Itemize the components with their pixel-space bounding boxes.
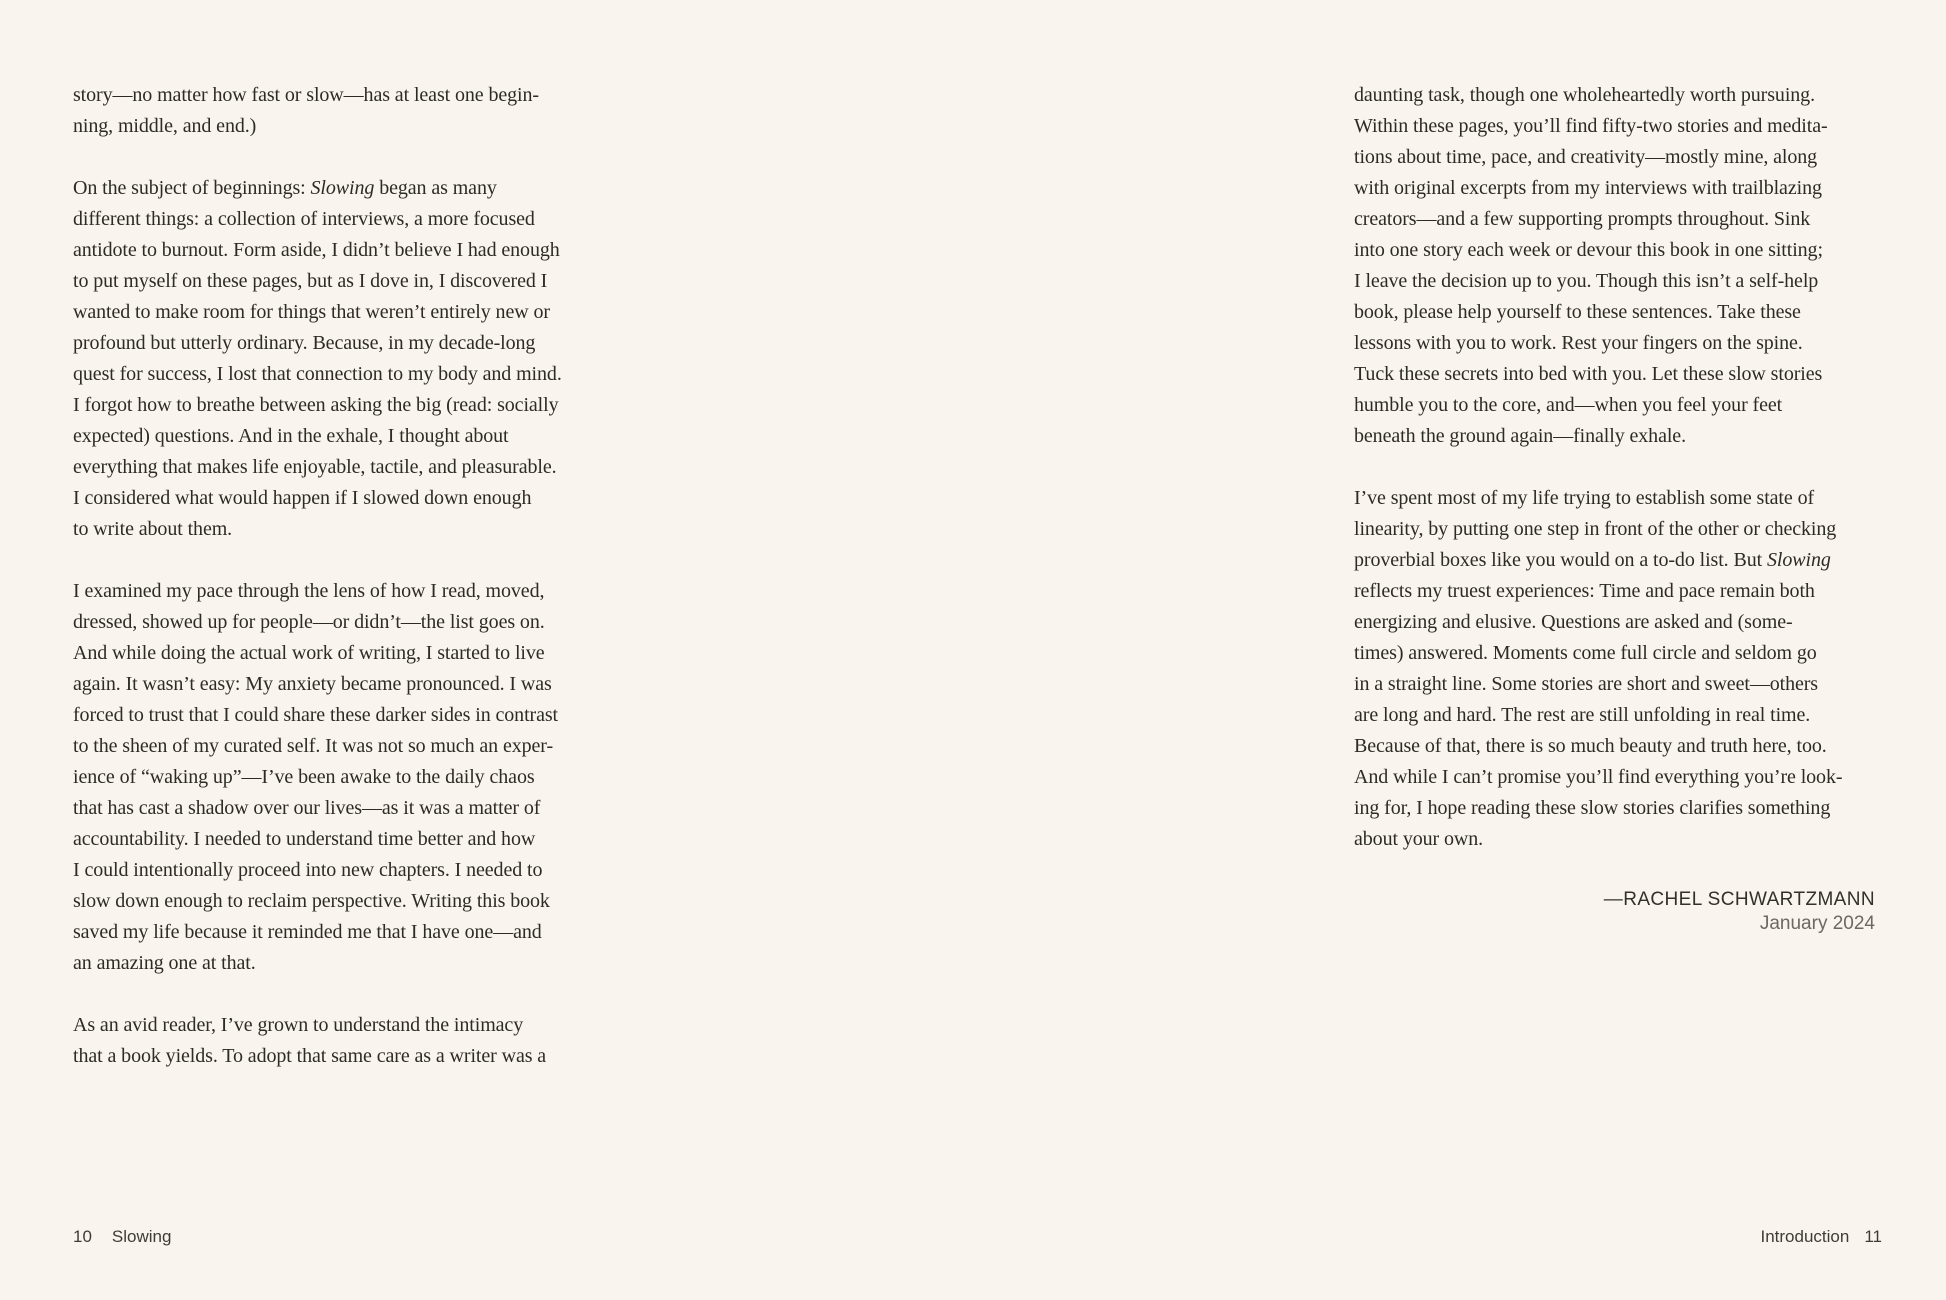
- text-line: I could intentionally proceed into new chapters. I needed to: [73, 859, 543, 881]
- text-line: Tuck these secrets into bed with you. Let these slow stories: [1354, 363, 1823, 385]
- text-line: creators—and a few supporting prompts throughout. Sink: [1354, 208, 1811, 230]
- text-line: into one story each week or devour this book in one sitting;: [1354, 239, 1823, 261]
- footer-left: [73, 1226, 171, 1247]
- text-line: I considered what would happen if I slowed down enough: [73, 487, 532, 509]
- text-line: Because of that, there is so much beauty and truth here, too.: [1354, 735, 1827, 757]
- page-number-left: 10: [73, 1227, 92, 1246]
- text-line: Within these pages, you’ll find fifty-two stories and medita-: [1354, 115, 1828, 137]
- text-line: different things: a collection of interviews, a more focused: [73, 208, 535, 230]
- text-line: I forgot how to breathe between asking the big (read: socially: [73, 394, 559, 416]
- text-line: beneath the ground again—finally exhale.: [1354, 425, 1686, 447]
- text-line: profound but utterly ordinary. Because, in my decade-long: [73, 332, 536, 354]
- text-line: expected) questions. And in the exhale, I thought about: [73, 425, 509, 447]
- text-line: in a straight line. Some stories are short and sweet—others: [1354, 673, 1818, 695]
- running-head-book-title: Slowing: [111, 1227, 172, 1246]
- text-line: an amazing one at that.: [73, 952, 256, 974]
- page-number-right: 11: [1864, 1227, 1882, 1246]
- text-line: ning, middle, and end.): [73, 115, 257, 137]
- paragraph: [73, 576, 613, 979]
- text-line: forced to trust that I could share these darker sides in contrast: [73, 704, 559, 726]
- text-line: again. It wasn’t easy: My anxiety became pronounced. I was: [73, 673, 552, 695]
- text-line: accountability. I needed to understand time better and how: [73, 828, 536, 850]
- text-line: daunting task, though one wholeheartedly worth pursuing.: [1354, 84, 1815, 106]
- text-line: On the subject of beginnings: Slowing began as many: [73, 177, 497, 199]
- paragraph: [1354, 80, 1894, 452]
- paragraph: [73, 80, 613, 142]
- signature-date: January 2024: [1759, 913, 1875, 934]
- text-line: wanted to make room for things that weren’t entirely new or: [73, 301, 550, 323]
- paragraph: [73, 1010, 613, 1072]
- text-line: energizing and elusive. Questions are asked and (some-: [1354, 611, 1793, 633]
- text-line: I’ve spent most of my life trying to establish some state of: [1354, 487, 1815, 509]
- text-line: book, please help yourself to these sentences. Take these: [1354, 301, 1801, 323]
- text-line: antidote to burnout. Form aside, I didn’t believe I had enough: [73, 239, 560, 261]
- text-line: ience of “waking up”—I’ve been awake to the daily chaos: [73, 766, 535, 788]
- text-line: times) answered. Moments come full circle and seldom go: [1354, 642, 1817, 664]
- text-line: everything that makes life enjoyable, tactile, and pleasurable.: [73, 456, 557, 478]
- text-line: tions about time, pace, and creativity—mostly mine, along: [1354, 146, 1818, 168]
- text-line: are long and hard. The rest are still unfolding in real time.: [1354, 704, 1811, 726]
- text-line: to put myself on these pages, but as I dove in, I discovered I: [73, 270, 548, 292]
- paragraph: [1354, 483, 1894, 855]
- text-line: proverbial boxes like you would on a to-do list. But Slowing: [1354, 549, 1831, 571]
- author-signature: [1604, 888, 1875, 936]
- text-line: saved my life because it reminded me that I have one—and: [73, 921, 542, 943]
- text-line: slow down enough to reclaim perspective. Writing this book: [73, 890, 550, 912]
- text-line: dressed, showed up for people—or didn’t—the list goes on.: [73, 611, 545, 633]
- text-line: with original excerpts from my interviews with trailblazing: [1354, 177, 1822, 199]
- text-line: that a book yields. To adopt that same care as a writer was a: [73, 1045, 547, 1067]
- text-line: ing for, I hope reading these slow stories clarifies something: [1354, 797, 1831, 819]
- text-line: And while I can’t promise you’ll find everything you’re look-: [1354, 766, 1843, 788]
- text-line: I examined my pace through the lens of how I read, moved,: [73, 580, 545, 602]
- author-name: —RACHEL SCHWARTZMANN: [1603, 889, 1875, 910]
- text-line: quest for success, I lost that connection to my body and mind.: [73, 363, 562, 385]
- text-line: As an avid reader, I’ve grown to understand the intimacy: [73, 1014, 524, 1036]
- text-line: about your own.: [1354, 828, 1484, 850]
- text-line: humble you to the core, and—when you feel your feet: [1354, 394, 1783, 416]
- text-line: to write about them.: [73, 518, 233, 540]
- text-line: that has cast a shadow over our lives—as it was a matter of: [73, 797, 541, 819]
- text-line: lessons with you to work. Rest your fingers on the spine.: [1354, 332, 1803, 354]
- text-line: reflects my truest experiences: Time and pace remain both: [1354, 580, 1815, 602]
- text-line: story—no matter how fast or slow—has at least one begin-: [73, 84, 539, 106]
- paragraph: [73, 173, 613, 545]
- text-line: linearity, by putting one step in front of the other or checking: [1354, 518, 1837, 540]
- text-line: And while doing the actual work of writing, I started to live: [73, 642, 545, 664]
- text-line: to the sheen of my curated self. It was not so much an exper-: [73, 735, 554, 757]
- footer-right: [1761, 1226, 1883, 1247]
- body-text-left: [73, 80, 613, 1072]
- running-head-chapter-title: Introduction: [1760, 1227, 1850, 1246]
- body-text-right: [1354, 80, 1894, 855]
- text-line: I leave the decision up to you. Though this isn’t a self-help: [1354, 270, 1819, 292]
